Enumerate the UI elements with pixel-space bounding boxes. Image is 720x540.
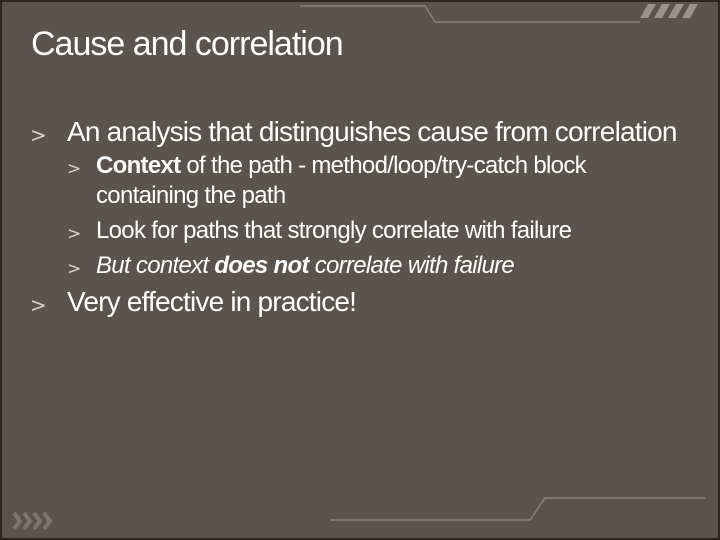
- sub-bullet-item: [30, 251, 680, 281]
- sub-bullet-item: [30, 151, 680, 211]
- sub-bullet-text: Look for paths that strongly correlate with failure: [96, 217, 572, 244]
- bullet-text: Very effective in practice!: [67, 286, 357, 317]
- bullet-text: An analysis that distinguishes cause from correlation: [67, 116, 677, 147]
- bottom-left-chevrons-icon: [14, 513, 50, 529]
- bullet-marker-icon: >: [30, 123, 46, 147]
- sub-bullet-item: [30, 216, 680, 246]
- bottom-frame-line: [330, 498, 705, 520]
- sub-bullet-marker-icon: >: [67, 224, 81, 244]
- bullet-marker-icon: >: [30, 293, 46, 317]
- sub-bullet-marker-icon: >: [67, 259, 81, 279]
- bullet-item: [30, 286, 680, 318]
- bullet-item: [30, 116, 680, 281]
- top-frame-line: [300, 6, 640, 22]
- sub-bullet-marker-icon: >: [67, 159, 81, 179]
- slide-title: Cause and correlation: [31, 25, 343, 63]
- sub-bullet-list: [30, 151, 680, 281]
- italic-bold-text: does not: [214, 252, 309, 279]
- bold-lead-text: Context: [96, 152, 181, 179]
- italic-text: correlate with failure: [308, 252, 515, 279]
- sub-bullet-text: of the path - method/loop/try-catch block containing the path: [96, 152, 586, 209]
- top-right-stripes-icon: [640, 4, 698, 18]
- bullet-list: [30, 116, 680, 318]
- italic-text: But context: [96, 252, 215, 279]
